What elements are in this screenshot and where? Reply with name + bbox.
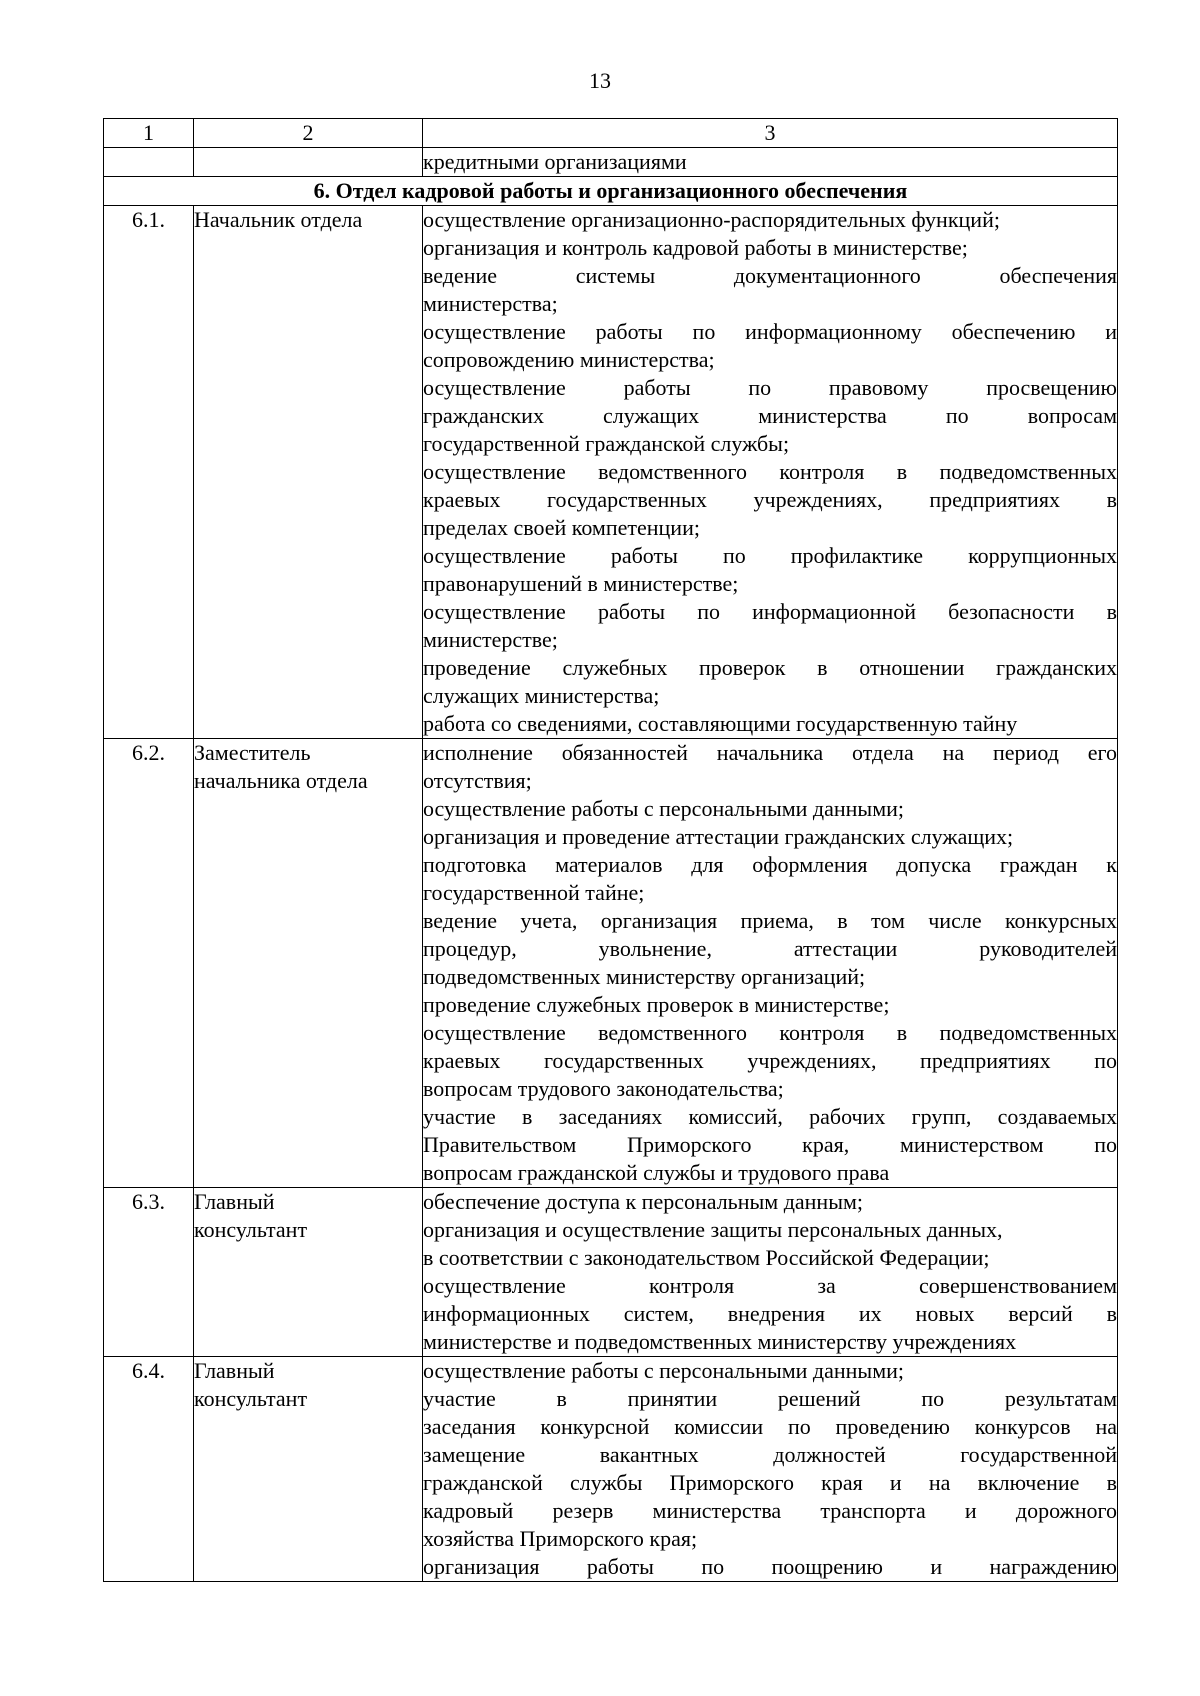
continuation-num-cell <box>104 148 194 177</box>
duty-line: Правительством Приморского края, министерством по <box>423 1132 1117 1157</box>
duty-line: правонарушений в министерстве; <box>423 571 739 596</box>
position-title <box>194 1188 423 1357</box>
duty-line: ведение учета, организация приема, в том числе конкурсных <box>423 908 1117 933</box>
duty-line: организация и контроль кадровой работы в министерстве; <box>423 235 968 260</box>
duties-cell <box>423 1357 1118 1582</box>
duty-line: министерства; <box>423 291 558 316</box>
table-row <box>104 206 1118 739</box>
duty-line: министерстве; <box>423 627 558 652</box>
duty-line: проведение служебных проверок в отношении гражданских <box>423 655 1117 680</box>
duty-line: сопровождению министерства; <box>423 347 715 372</box>
duty-line: осуществление работы по правовому просвещению <box>423 375 1117 400</box>
duty-line: информационных систем, внедрения их новых версий в <box>423 1301 1117 1326</box>
position-line: Главный <box>194 1189 275 1214</box>
duty-line: в соответствии с законодательством Российской Федерации; <box>423 1245 990 1270</box>
position-line: начальника отдела <box>194 768 368 793</box>
duty-line: ведение системы документационного обеспечения <box>423 263 1117 288</box>
row-number: 6.2. <box>104 739 194 1188</box>
table-row <box>104 1357 1118 1582</box>
header-row <box>104 119 1118 148</box>
header-cell-1: 1 <box>104 119 194 148</box>
duty-line: проведение служебных проверок в министерстве; <box>423 992 890 1017</box>
position-line: консультант <box>194 1386 308 1411</box>
duty-line: краевых государственных учреждениях, предприятиях по <box>423 1048 1117 1073</box>
continuation-position-cell <box>194 148 423 177</box>
duty-line: организация работы по поощрению и награждению <box>423 1554 1117 1579</box>
duty-line: министерстве и подведомственных министерству учреждениях <box>423 1329 1017 1354</box>
duty-line: организация и осуществление защиты персональных данных, <box>423 1217 1003 1242</box>
position-line: консультант <box>194 1217 308 1242</box>
header-cell-2: 2 <box>194 119 423 148</box>
duty-line: осуществление ведомственного контроля в подведомственных <box>423 1020 1117 1045</box>
duties-cell <box>423 1188 1118 1357</box>
duty-line: государственной тайне; <box>423 880 645 905</box>
duty-line: осуществление контроля за совершенствованием <box>423 1273 1117 1298</box>
duty-line: вопросам трудового законодательства; <box>423 1076 784 1101</box>
duty-line: обеспечение доступа к персональным данным; <box>423 1189 864 1214</box>
duty-line: участие в заседаниях комиссий, рабочих групп, создаваемых <box>423 1104 1117 1129</box>
duty-line: хозяйства Приморского края; <box>423 1526 698 1551</box>
duty-line: осуществление работы по профилактике коррупционных <box>423 543 1117 568</box>
duty-line: исполнение обязанностей начальника отдела на период его <box>423 740 1117 765</box>
duties-table-body <box>104 119 1118 1582</box>
section-row <box>104 177 1118 206</box>
position-title <box>194 206 423 739</box>
position-line: Главный <box>194 1358 275 1383</box>
position-title <box>194 739 423 1188</box>
duty-line: осуществление работы с персональными данными; <box>423 1358 905 1383</box>
section-title: 6. Отдел кадровой работы и организационного обеспечения <box>104 177 1118 206</box>
duty-line: гражданской службы Приморского края и на включение в <box>423 1470 1117 1495</box>
page-number: 13 <box>589 68 611 93</box>
duty-line: кадровый резерв министерства транспорта и дорожного <box>423 1498 1117 1523</box>
duty-line: служащих министерства; <box>423 683 660 708</box>
duty-line: осуществление организационно-распорядительных функций; <box>423 207 1000 232</box>
duty-line: государственной гражданской службы; <box>423 431 790 456</box>
duty-line: осуществление работы с персональными данными; <box>423 796 905 821</box>
continuation-duties-cell <box>423 148 1118 177</box>
duty-line: организация и проведение аттестации гражданских служащих; <box>423 824 1014 849</box>
duty-line: процедур, увольнение, аттестации руководителей <box>423 936 1117 961</box>
row-number: 6.1. <box>104 206 194 739</box>
duty-line: осуществление работы по информационной безопасности в <box>423 599 1117 624</box>
header-cell-3: 3 <box>423 119 1118 148</box>
table-row <box>104 739 1118 1188</box>
continuation-row <box>104 148 1118 177</box>
duty-line: вопросам гражданской службы и трудового права <box>423 1160 890 1185</box>
duty-line: пределах своей компетенции; <box>423 515 700 540</box>
duty-line: осуществление ведомственного контроля в подведомственных <box>423 459 1117 484</box>
position-line: Заместитель <box>194 740 311 765</box>
duty-line: работа со сведениями, составляющими государственную тайну <box>423 711 1018 736</box>
row-number: 6.4. <box>104 1357 194 1582</box>
duties-cell <box>423 206 1118 739</box>
table-row <box>104 1188 1118 1357</box>
duty-line: краевых государственных учреждениях, предприятиях в <box>423 487 1117 512</box>
duty-line: подготовка материалов для оформления допуска граждан к <box>423 852 1117 877</box>
duty-line: гражданских служащих министерства по вопросам <box>423 403 1117 428</box>
duty-line: осуществление работы по информационному обеспечению и <box>423 319 1117 344</box>
duty-line: замещение вакантных должностей государственной <box>423 1442 1117 1467</box>
duty-line: участие в принятии решений по результатам <box>423 1386 1117 1411</box>
duties-table <box>103 118 1118 1582</box>
duties-cell <box>423 739 1118 1188</box>
position-line: Начальник отдела <box>194 207 363 232</box>
duty-line: подведомственных министерству организаций; <box>423 964 866 989</box>
duty-line: кредитными организациями <box>423 149 687 174</box>
duty-line: отсутствия; <box>423 768 532 793</box>
row-number: 6.3. <box>104 1188 194 1357</box>
position-title <box>194 1357 423 1582</box>
duty-line: заседания конкурсной комиссии по проведению конкурсов на <box>423 1414 1117 1439</box>
